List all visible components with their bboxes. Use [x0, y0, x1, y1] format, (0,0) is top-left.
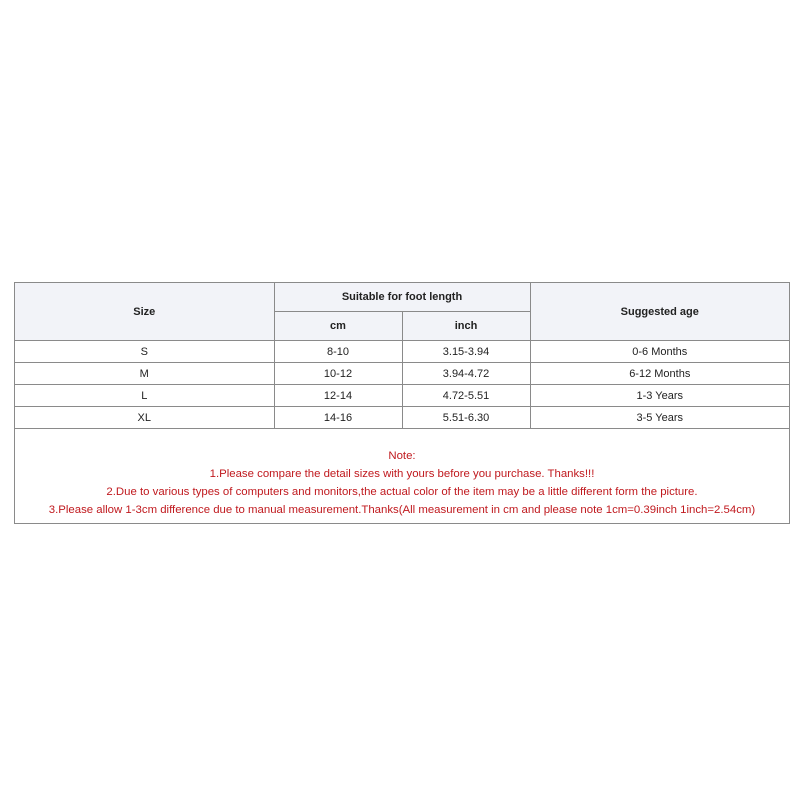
header-cm: cm [274, 312, 402, 341]
cell-inch: 5.51-6.30 [402, 407, 530, 429]
cell-size: M [15, 363, 274, 385]
size-table [15, 283, 789, 429]
header-foot-length: Suitable for foot length [274, 283, 530, 312]
cell-age: 0-6 Months [530, 341, 789, 363]
table-row [15, 341, 789, 363]
cell-size: S [15, 341, 274, 363]
cell-age: 1-3 Years [530, 385, 789, 407]
cell-size: L [15, 385, 274, 407]
notes-section [15, 429, 789, 523]
cell-cm: 12-14 [274, 385, 402, 407]
cell-age: 6-12 Months [530, 363, 789, 385]
header-inch: inch [402, 312, 530, 341]
table-row [15, 385, 789, 407]
cell-cm: 14-16 [274, 407, 402, 429]
note-line: 2.Due to various types of computers and monitors,the actual color of the item may be a little different form the picture. [106, 486, 698, 498]
table-row [15, 363, 789, 385]
cell-inch: 4.72-5.51 [402, 385, 530, 407]
header-size: Size [15, 283, 274, 341]
cell-inch: 3.15-3.94 [402, 341, 530, 363]
note-line: 3.Please allow 1-3cm difference due to manual measurement.Thanks(All measurement in cm and please note 1cm=0.39inch 1inch=2.54cm) [48, 504, 756, 516]
size-chart [14, 282, 790, 524]
cell-age: 3-5 Years [530, 407, 789, 429]
header-suggested-age: Suggested age [530, 283, 789, 341]
note-line: 1.Please compare the detail sizes with yours before you purchase. Thanks!!! [209, 468, 595, 480]
table-row [15, 407, 789, 429]
cell-cm: 8-10 [274, 341, 402, 363]
cell-cm: 10-12 [274, 363, 402, 385]
cell-inch: 3.94-4.72 [402, 363, 530, 385]
note-title: Note: [388, 450, 416, 462]
cell-size: XL [15, 407, 274, 429]
